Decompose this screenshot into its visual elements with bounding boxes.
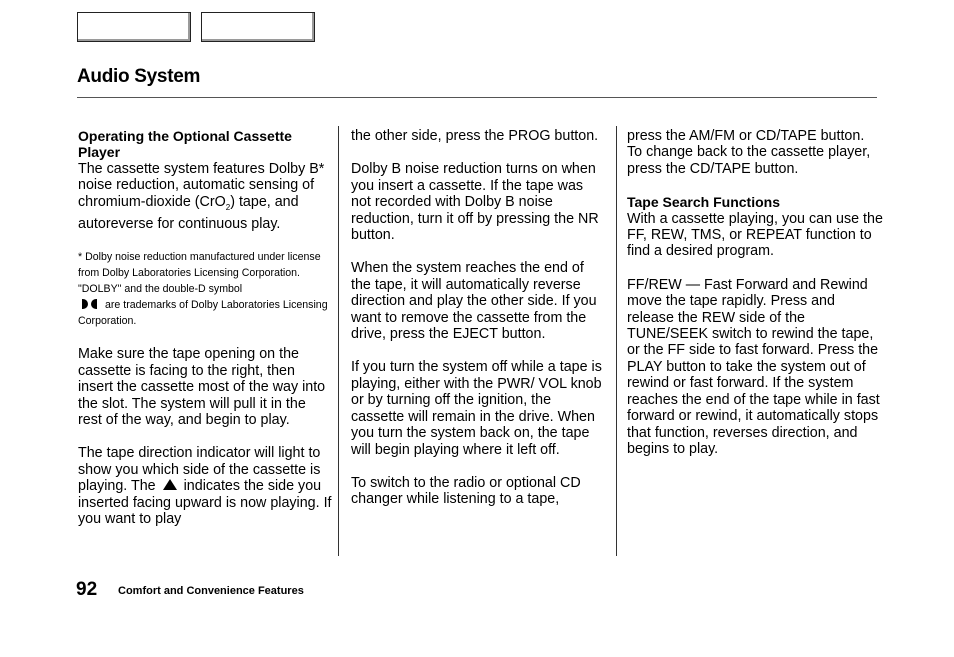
- column-divider: [616, 126, 617, 556]
- section-heading: Operating the Optional Cassette Player: [78, 128, 292, 161]
- paragraph: Dolby B noise reduction turns on when you insert a cassette. If the tape was not recorded with Dolby B noise reduction, turn it off by pressing the NR button.: [351, 161, 599, 244]
- section-name: Comfort and Convenience Features: [118, 585, 304, 597]
- paragraph: To switch to the radio or optional CD changer while listening to a tape,: [351, 474, 581, 508]
- next-page-button[interactable]: [201, 12, 315, 42]
- paragraph: With a cassette playing, you can use the FF, REW, TMS, or REPEAT function to find a desired program.: [627, 210, 883, 260]
- paragraph: Make sure the tape opening on the cassette is facing to the right, then insert the cassette most of the way into the slot. The system will pull it in the rest of the way, and begin to play.: [78, 346, 326, 428]
- page-title: Audio System: [77, 66, 201, 87]
- page-number: 92: [76, 579, 98, 600]
- previous-page-button[interactable]: [77, 12, 191, 42]
- paragraph: The tape direction indicator will light to show you which side of the cassette is playing. The indicates the side you inserted facing upward is now playing. If you want to play: [78, 445, 332, 527]
- section-heading: Tape Search Functions: [627, 194, 780, 211]
- column-3: [627, 128, 883, 457]
- column-2: [351, 128, 606, 508]
- triangle-up-icon: [163, 479, 177, 490]
- paragraph: If you turn the system off while a tape is playing, either with the PWR/ VOL knob or by turning off the ignition, the cassette will remain in the drive. When you turn the system back on, the tape will begin playing where it left off.: [351, 359, 602, 458]
- paragraph: the other side, press the PROG button.: [351, 128, 599, 144]
- column-1: [78, 128, 332, 527]
- paragraph: The cassette system features Dolby B* noise reduction, automatic sensing of chromium-dioxide (CrO$_2$) tape, and autoreverse for continuous play.: [78, 160, 325, 232]
- paragraph: press the AM/FM or CD/TAPE button. To change back to the cassette player, press the CD/TAPE button.: [627, 128, 871, 177]
- paragraph: When the system reaches the end of the tape, it will automatically reverse direction and play the other side. If you want to remove the cassette from the drive, press the EJECT button.: [351, 260, 597, 343]
- column-divider: [338, 126, 339, 556]
- paragraph: FF/REW — Fast Forward and Rewind move the tape rapidly. Press and release the REW side of the TUNE/SEEK switch to rewind the tape, or the FF side to fast forward. Press the PLAY button to take the system out of rewind or fast forward. If the system reaches the end of the tape while in fast forward or rewind, it automatically stops that function, reverses direction, and begins to play.: [627, 276, 880, 457]
- title-divider: [77, 97, 877, 98]
- footnote: * Dolby noise reduction manufactured under license from Dolby Laboratories Licensing Corporation. "DOLBY" and the double-D symbol are trademarks of Dolby Laboratories Licensing Corporation.: [78, 251, 328, 328]
- dolby-double-d-icon: [82, 299, 97, 309]
